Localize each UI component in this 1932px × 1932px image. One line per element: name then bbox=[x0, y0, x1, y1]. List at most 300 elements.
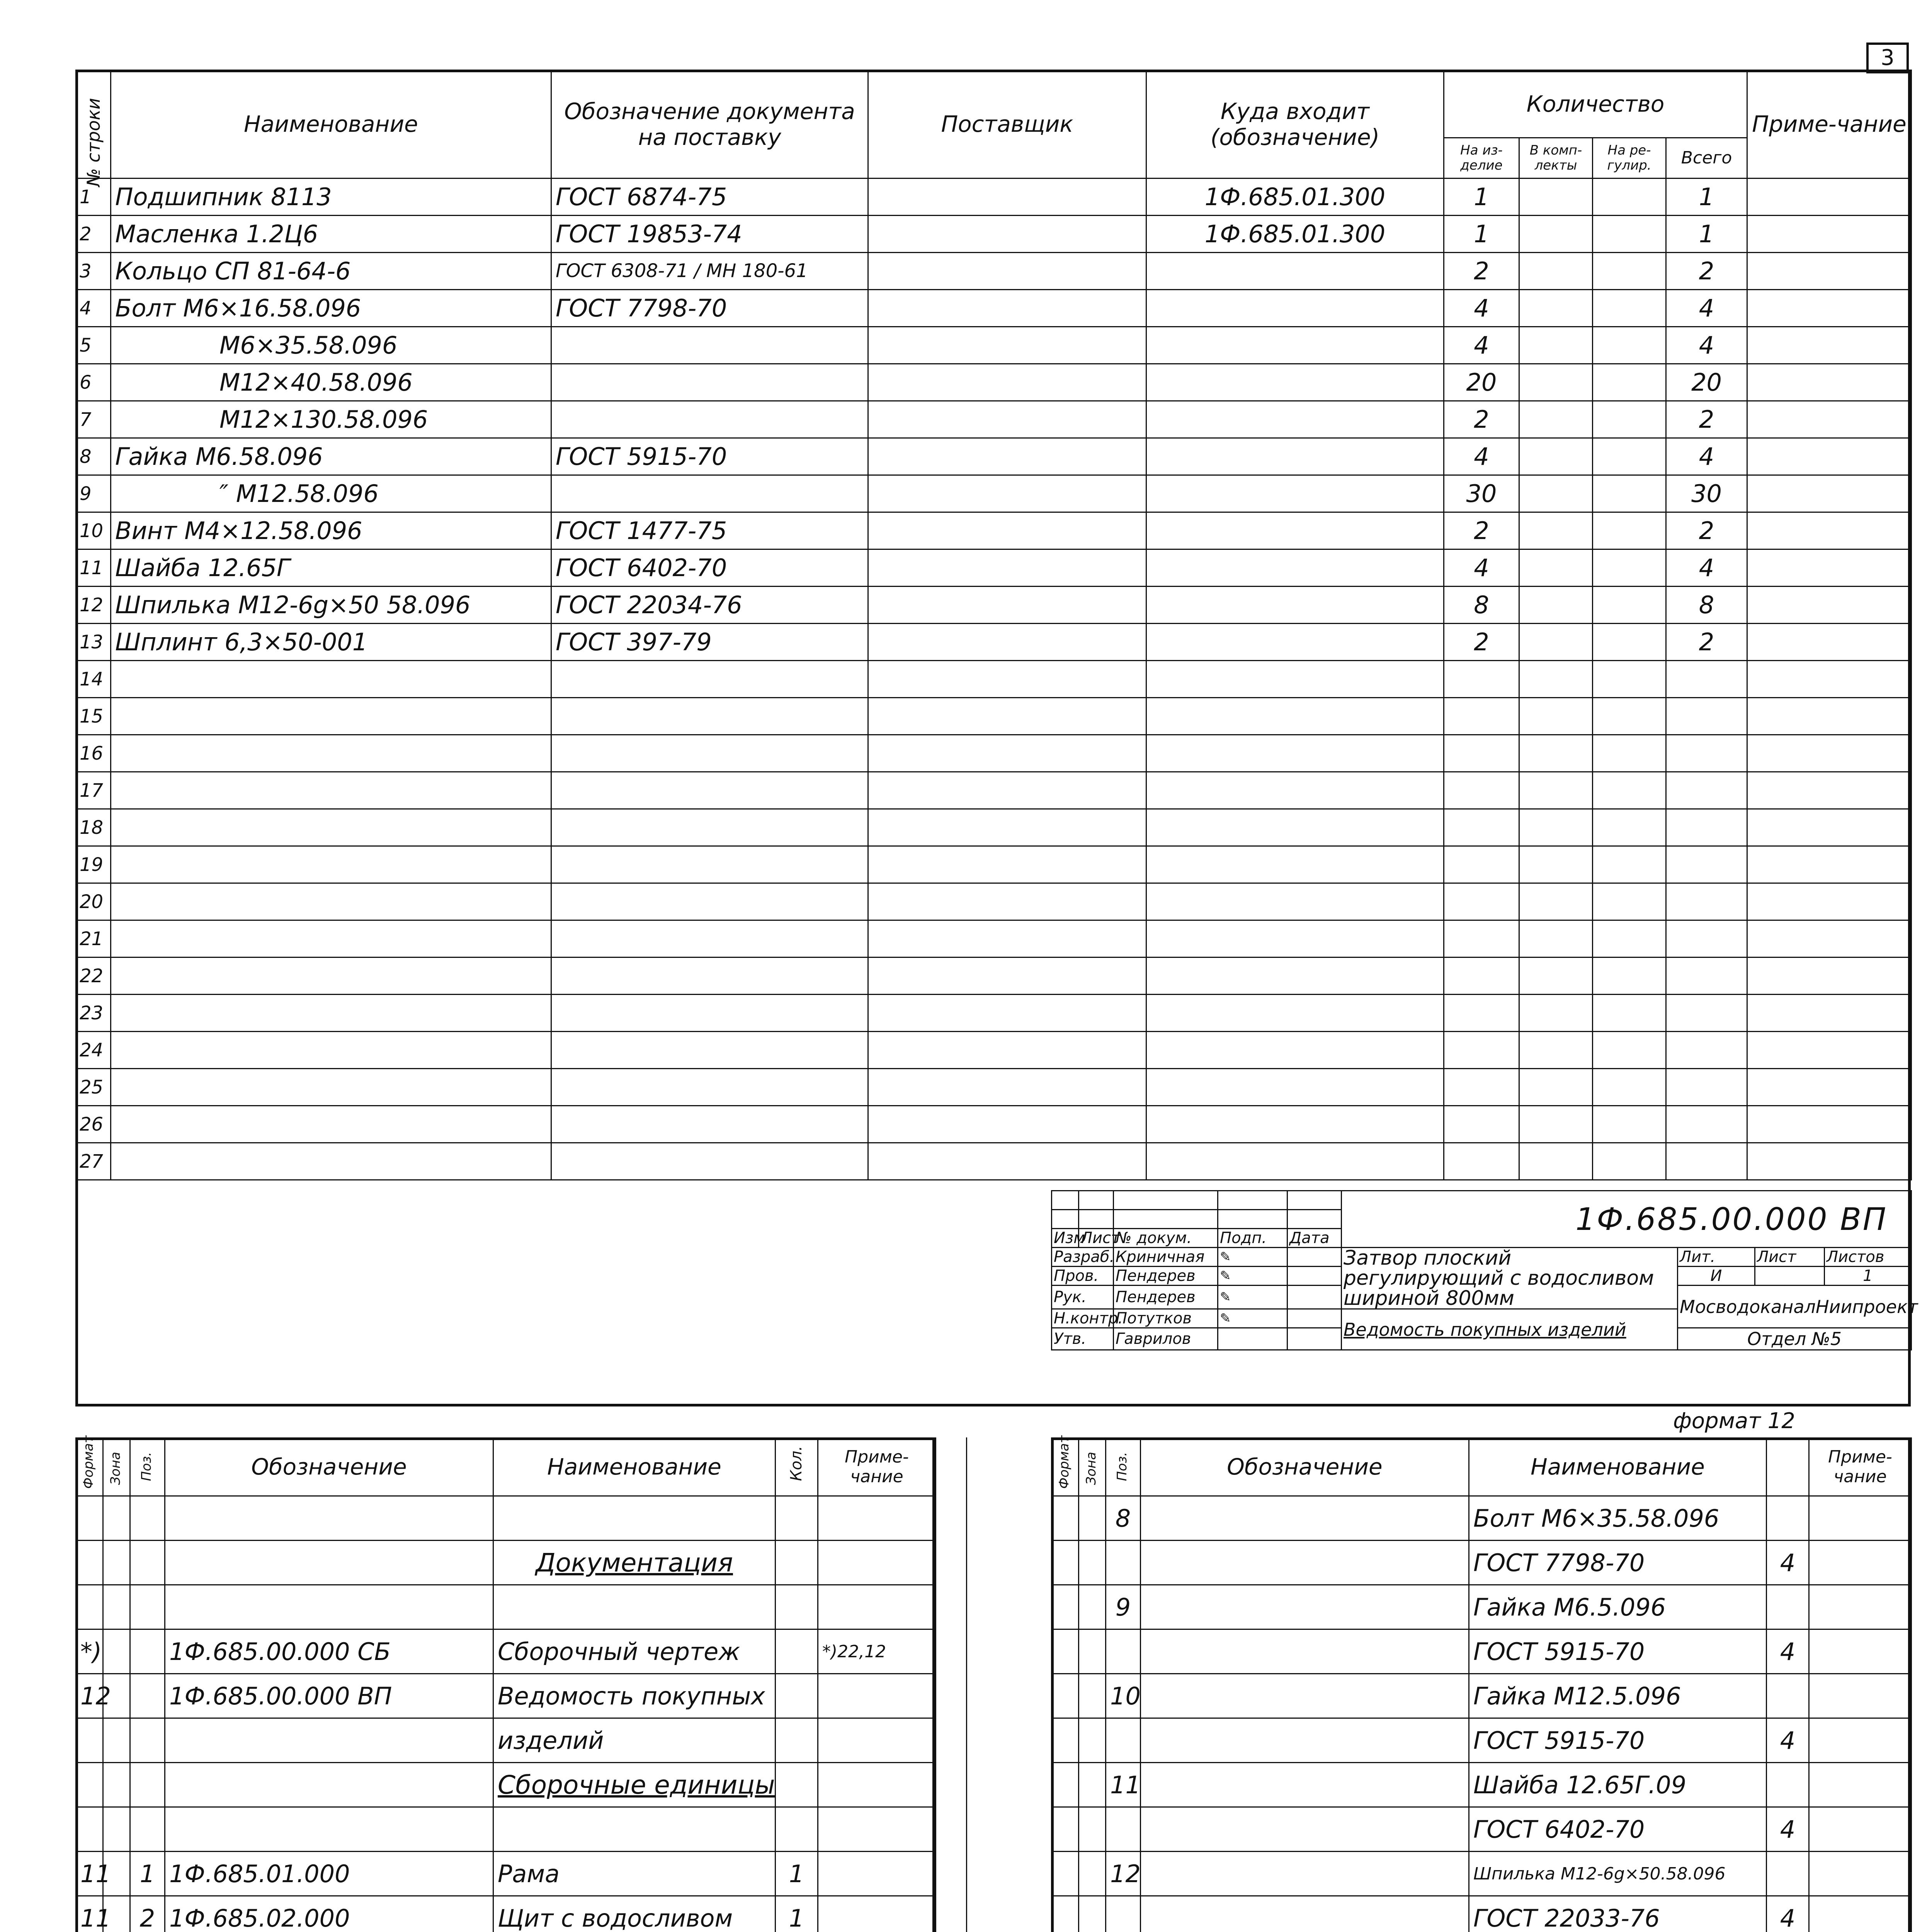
sp1-cell-qty bbox=[776, 1585, 818, 1629]
vp-cell-name: Подшипник 8113 bbox=[111, 179, 551, 216]
sp2-cell-zone bbox=[1079, 1763, 1106, 1807]
vp-cell-qty-kit bbox=[1519, 549, 1593, 587]
sp2-cell-format bbox=[1052, 1541, 1079, 1585]
vp-cell-doc: ГОСТ 5915-70 bbox=[551, 438, 868, 475]
tb-role: Рук. bbox=[1052, 1286, 1114, 1309]
vp-cell-note bbox=[1747, 624, 1912, 661]
sp1-cell-note bbox=[818, 1763, 936, 1807]
sp2-col-zone bbox=[1079, 1438, 1106, 1496]
vp-cell-name bbox=[111, 1069, 551, 1106]
vp-cell-qty-kit bbox=[1519, 364, 1593, 401]
tb-hdr-izm: Изм bbox=[1052, 1229, 1079, 1248]
sp2-cell-code bbox=[1141, 1674, 1469, 1718]
sp2-cell-zone bbox=[1079, 1629, 1106, 1674]
vp-cell-qty-item: 4 bbox=[1444, 327, 1519, 364]
vp-cell-qty-kit bbox=[1519, 290, 1593, 327]
vp-cell-rowno: 24 bbox=[76, 1032, 111, 1069]
vp-cell-qty-kit bbox=[1519, 920, 1593, 957]
vp-cell-doc bbox=[551, 883, 868, 920]
sp2-cell-format bbox=[1052, 1852, 1079, 1896]
vp-row bbox=[76, 401, 1912, 438]
sp2-cell-code bbox=[1141, 1629, 1469, 1674]
vp-cell-qty-total: 2 bbox=[1666, 624, 1747, 661]
vp-cell-qty-kit bbox=[1519, 179, 1593, 216]
sp1-cell-format bbox=[76, 1541, 103, 1585]
vp-cell-where bbox=[1146, 438, 1444, 475]
vp-cell-qty-reg bbox=[1593, 327, 1666, 364]
vp-cell-supplier bbox=[868, 549, 1146, 587]
vp-cell-where bbox=[1146, 327, 1444, 364]
vp-cell-doc: ГОСТ 6402-70 bbox=[551, 549, 868, 587]
vp-cell-doc bbox=[551, 364, 868, 401]
sp1-cell-name: Щит с водосливом bbox=[493, 1896, 776, 1932]
sp1-cell-code: 1Ф.685.02.000 bbox=[165, 1896, 493, 1932]
vp-cell-qty-total bbox=[1666, 735, 1747, 772]
vp-cell-supplier bbox=[868, 995, 1146, 1032]
vp-cell-rowno: 19 bbox=[76, 846, 111, 883]
vp-cell-where bbox=[1146, 549, 1444, 587]
vp-cell-name: Винт М4×12.58.096 bbox=[111, 512, 551, 549]
sp1-col-qty-label: Кол. bbox=[787, 1446, 805, 1481]
sp2-cell-format bbox=[1052, 1718, 1079, 1763]
tb-hdr-list: Лист bbox=[1079, 1229, 1114, 1248]
vp-cell-doc: ГОСТ 6874-75 bbox=[551, 179, 868, 216]
vp-cell-name: Шайба 12.65Г bbox=[111, 549, 551, 587]
vp-cell-qty-item: 4 bbox=[1444, 290, 1519, 327]
vp-cell-doc bbox=[551, 809, 868, 846]
vp-cell-supplier bbox=[868, 364, 1146, 401]
vp-cell-where bbox=[1146, 364, 1444, 401]
lit-value: И bbox=[1678, 1267, 1755, 1286]
vp-cell-qty-reg bbox=[1593, 735, 1666, 772]
vp-cell-supplier bbox=[868, 290, 1146, 327]
sp2-cell-note bbox=[1809, 1629, 1912, 1674]
vp-cell-name: Шпилька М12-6g×50 58.096 bbox=[111, 587, 551, 624]
sp2-row bbox=[1052, 1763, 1912, 1807]
vp-cell-qty-reg bbox=[1593, 549, 1666, 587]
vp-cell-qty-kit bbox=[1519, 624, 1593, 661]
sp2-cell-name: Гайка М6.5.096 bbox=[1469, 1585, 1767, 1629]
vp-cell-qty-total bbox=[1666, 995, 1747, 1032]
sp1-cell-code bbox=[165, 1585, 493, 1629]
sp1-cell-name: изделий bbox=[493, 1718, 776, 1763]
vp-cell-qty-reg bbox=[1593, 290, 1666, 327]
vp-cell-qty-item bbox=[1444, 883, 1519, 920]
sp2-cell-format bbox=[1052, 1807, 1079, 1852]
tb-role: Разраб. bbox=[1052, 1248, 1114, 1267]
sp2-cell-pos: 8 bbox=[1106, 1496, 1141, 1541]
vp-cell-qty-item bbox=[1444, 735, 1519, 772]
vp-cell-doc: ГОСТ 6308-71 / МН 180-61 bbox=[551, 253, 868, 290]
sp2-col-format bbox=[1052, 1435, 1079, 1496]
sp1-cell-qty: 1 bbox=[776, 1852, 818, 1896]
vp-cell-note bbox=[1747, 920, 1912, 957]
sp1-cell-format bbox=[76, 1763, 103, 1807]
vp-cell-rowno: 10 bbox=[76, 512, 111, 549]
vp-cell-qty-total: 2 bbox=[1666, 253, 1747, 290]
tb-role: Н.контр. bbox=[1052, 1309, 1114, 1328]
sp1-col-name: Наименование bbox=[493, 1438, 776, 1496]
sp1-cell-note bbox=[818, 1674, 936, 1718]
vp-cell-qty-kit bbox=[1519, 587, 1593, 624]
tb-hdr-doc: № докум. bbox=[1114, 1229, 1218, 1248]
vp-row bbox=[76, 587, 1912, 624]
vp-cell-qty-total bbox=[1666, 661, 1747, 698]
vp-cell-qty-reg bbox=[1593, 438, 1666, 475]
sp1-cell-code bbox=[165, 1763, 493, 1807]
sp1-cell-zone bbox=[103, 1718, 130, 1763]
vp-cell-note bbox=[1747, 364, 1912, 401]
vp-cell-qty-kit bbox=[1519, 661, 1593, 698]
vp-cell-note bbox=[1747, 216, 1912, 253]
vp-row bbox=[76, 549, 1912, 587]
vp-cell-doc: ГОСТ 1477-75 bbox=[551, 512, 868, 549]
vp-cell-note bbox=[1747, 772, 1912, 809]
sp1-cell-name: Документация bbox=[493, 1541, 776, 1585]
vp-cell-doc bbox=[551, 401, 868, 438]
vp-cell-doc bbox=[551, 1069, 868, 1106]
vp-cell-where bbox=[1146, 475, 1444, 512]
vp-row bbox=[76, 772, 1912, 809]
sp2-cell-qty: 4 bbox=[1767, 1718, 1809, 1763]
vp-row bbox=[76, 1032, 1912, 1069]
vp-cell-note bbox=[1747, 809, 1912, 846]
vp-cell-supplier bbox=[868, 883, 1146, 920]
vp-cell-supplier bbox=[868, 1069, 1146, 1106]
sheet-value bbox=[1755, 1267, 1825, 1286]
sheet-hdr: Лист bbox=[1755, 1248, 1825, 1267]
vp-row bbox=[76, 624, 1912, 661]
vp-cell-rowno: 23 bbox=[76, 995, 111, 1032]
vp-cell-where: 1Ф.685.01.300 bbox=[1146, 216, 1444, 253]
vp-cell-where bbox=[1146, 846, 1444, 883]
sp2-cell-code bbox=[1141, 1807, 1469, 1852]
sp1-cell-pos: 2 bbox=[130, 1896, 165, 1932]
sp1-row bbox=[76, 1585, 936, 1629]
vp-cell-note bbox=[1747, 1106, 1912, 1143]
sp1-row bbox=[76, 1629, 936, 1674]
vp-col-qty-total: Всего bbox=[1666, 138, 1747, 179]
vp-cell-qty-kit bbox=[1519, 512, 1593, 549]
sp1-cell-note bbox=[818, 1585, 936, 1629]
vp-cell-where bbox=[1146, 1143, 1444, 1180]
sp1-cell-format bbox=[76, 1585, 103, 1629]
vp-cell-name: М12×40.58.096 bbox=[111, 364, 551, 401]
vp-cell-where bbox=[1146, 1032, 1444, 1069]
vp-row bbox=[76, 1106, 1912, 1143]
vp-cell-name bbox=[111, 883, 551, 920]
sp2-cell-zone bbox=[1079, 1541, 1106, 1585]
sp1-col-note: Приме-чание bbox=[818, 1438, 936, 1496]
vp-cell-qty-total: 20 bbox=[1666, 364, 1747, 401]
sp1-cell-format: 11 bbox=[76, 1896, 103, 1932]
vp-cell-supplier bbox=[868, 957, 1146, 995]
vp-cell-name: Шплинт 6,3×50-001 bbox=[111, 624, 551, 661]
vp-cell-qty-kit bbox=[1519, 735, 1593, 772]
vp-cell-note bbox=[1747, 253, 1912, 290]
sp2-cell-pos: 9 bbox=[1106, 1585, 1141, 1629]
sp1-cell-name: Рама bbox=[493, 1852, 776, 1896]
vp-cell-qty-total: 30 bbox=[1666, 475, 1747, 512]
sp1-cell-pos bbox=[130, 1807, 165, 1852]
vp-cell-where bbox=[1146, 661, 1444, 698]
vp-cell-supplier bbox=[868, 179, 1146, 216]
vp-row bbox=[76, 883, 1912, 920]
sp1-cell-qty bbox=[776, 1763, 818, 1807]
vp-cell-qty-total bbox=[1666, 809, 1747, 846]
vp-cell-qty-item bbox=[1444, 772, 1519, 809]
sp2-cell-format bbox=[1052, 1496, 1079, 1541]
vp-cell-qty-reg bbox=[1593, 661, 1666, 698]
vp-cell-doc bbox=[551, 920, 868, 957]
vp-cell-doc: ГОСТ 22034-76 bbox=[551, 587, 868, 624]
sp2-cell-pos bbox=[1106, 1541, 1141, 1585]
sheet-number-box bbox=[1866, 43, 1909, 73]
sp1-cell-format bbox=[76, 1496, 103, 1541]
vp-cell-qty-kit bbox=[1519, 253, 1593, 290]
vp-cell-qty-total bbox=[1666, 957, 1747, 995]
sp2-cell-format bbox=[1052, 1585, 1079, 1629]
sp2-cell-name: ГОСТ 5915-70 bbox=[1469, 1718, 1767, 1763]
vp-cell-note bbox=[1747, 179, 1912, 216]
sp1-row bbox=[76, 1674, 936, 1718]
sp1-cell-qty bbox=[776, 1496, 818, 1541]
vp-cell-qty-reg bbox=[1593, 401, 1666, 438]
vp-cell-note bbox=[1747, 512, 1912, 549]
sp2-col-pos-label: Поз. bbox=[1114, 1452, 1130, 1481]
sheets-hdr: Листов bbox=[1825, 1248, 1912, 1267]
vp-cell-rowno: 14 bbox=[76, 661, 111, 698]
vp-cell-qty-reg bbox=[1593, 216, 1666, 253]
vp-col-name: Наименование bbox=[111, 70, 551, 179]
vp-cell-rowno: 5 bbox=[76, 327, 111, 364]
vp-cell-rowno: 11 bbox=[76, 549, 111, 587]
vp-cell-qty-total bbox=[1666, 1106, 1747, 1143]
dept-name: Отдел №5 bbox=[1678, 1328, 1912, 1350]
vp-cell-rowno: 7 bbox=[76, 401, 111, 438]
vp-col-where: Куда входит (обозначение) bbox=[1146, 70, 1444, 179]
vp-cell-doc bbox=[551, 957, 868, 995]
vp-cell-note bbox=[1747, 661, 1912, 698]
vp-cell-qty-reg bbox=[1593, 809, 1666, 846]
sp1-col-qty bbox=[776, 1438, 818, 1496]
sp2-table bbox=[1051, 1437, 1912, 1932]
tb-hdr-sign: Подп. bbox=[1218, 1229, 1287, 1248]
sp1-cell-qty bbox=[776, 1718, 818, 1763]
sheets-value: 1 bbox=[1825, 1267, 1912, 1286]
sp2-cell-format bbox=[1052, 1896, 1079, 1932]
tb-person: Криничная bbox=[1114, 1248, 1218, 1267]
sp1-cell-pos bbox=[130, 1496, 165, 1541]
vp-cell-note bbox=[1747, 549, 1912, 587]
vp-cell-doc: ГОСТ 7798-70 bbox=[551, 290, 868, 327]
sp2-cell-qty: 4 bbox=[1767, 1896, 1809, 1932]
sp2-cell-code bbox=[1141, 1896, 1469, 1932]
vp-row bbox=[76, 364, 1912, 401]
vp-cell-qty-reg bbox=[1593, 179, 1666, 216]
vp-cell-doc bbox=[551, 772, 868, 809]
vp-cell-note bbox=[1747, 401, 1912, 438]
vp-cell-qty-kit bbox=[1519, 1032, 1593, 1069]
vp-cell-note bbox=[1747, 587, 1912, 624]
vp-cell-where bbox=[1146, 587, 1444, 624]
vp-table bbox=[75, 70, 1912, 1180]
sp2-cell-zone bbox=[1079, 1807, 1106, 1852]
sp2-cell-name: ГОСТ 22033-76 bbox=[1469, 1896, 1767, 1932]
sp2-col-code: Обозначение bbox=[1141, 1438, 1469, 1496]
vp-row bbox=[76, 957, 1912, 995]
vp-cell-rowno: 16 bbox=[76, 735, 111, 772]
vp-cell-qty-reg bbox=[1593, 920, 1666, 957]
vp-cell-qty-item bbox=[1444, 809, 1519, 846]
vp-col-qty-kit: В комп-лекты bbox=[1519, 138, 1593, 179]
sp1-row bbox=[76, 1541, 936, 1585]
vp-title-text: Затвор плоский регулирующий с водосливом шириной 800мм bbox=[1342, 1248, 1678, 1309]
vp-cell-qty-total: 1 bbox=[1666, 216, 1747, 253]
vp-cell-rowno: 22 bbox=[76, 957, 111, 995]
vp-cell-doc bbox=[551, 661, 868, 698]
vp-cell-where bbox=[1146, 772, 1444, 809]
sp1-cell-name bbox=[493, 1496, 776, 1541]
vp-cell-qty-reg bbox=[1593, 1032, 1666, 1069]
sp2-cell-name: Болт М6×35.58.096 bbox=[1469, 1496, 1767, 1541]
vp-cell-rowno: 8 bbox=[76, 438, 111, 475]
sp1-cell-code: 1Ф.685.01.000 bbox=[165, 1852, 493, 1896]
sp2-cell-qty bbox=[1767, 1585, 1809, 1629]
vp-cell-qty-reg bbox=[1593, 698, 1666, 735]
vp-cell-name: Болт М6×16.58.096 bbox=[111, 290, 551, 327]
vp-cell-qty-reg bbox=[1593, 995, 1666, 1032]
sp1-cell-format: 11 bbox=[76, 1852, 103, 1896]
sp2-cell-pos: 12 bbox=[1106, 1852, 1141, 1896]
vp-cell-where bbox=[1146, 624, 1444, 661]
vp-row bbox=[76, 1143, 1912, 1180]
sp2-cell-name: Шпилька М12-6g×50.58.096 bbox=[1469, 1852, 1767, 1896]
sp2-cell-note bbox=[1809, 1718, 1912, 1763]
vp-cell-qty-reg bbox=[1593, 957, 1666, 995]
vp-cell-rowno: 15 bbox=[76, 698, 111, 735]
vp-row bbox=[76, 995, 1912, 1032]
vp-cell-qty-reg bbox=[1593, 1143, 1666, 1180]
sp1-cell-code bbox=[165, 1496, 493, 1541]
vp-cell-qty-item: 30 bbox=[1444, 475, 1519, 512]
sp2-cell-format bbox=[1052, 1629, 1079, 1674]
vp-cell-qty-total bbox=[1666, 920, 1747, 957]
sp1-cell-qty bbox=[776, 1807, 818, 1852]
sp2-cell-note bbox=[1809, 1896, 1912, 1932]
vp-cell-where bbox=[1146, 957, 1444, 995]
vp-cell-rowno: 21 bbox=[76, 920, 111, 957]
vp-cell-where bbox=[1146, 809, 1444, 846]
vp-cell-note bbox=[1747, 438, 1912, 475]
tb-person: Пендерев bbox=[1114, 1267, 1218, 1286]
sp1-cell-name: Сборочные единицы bbox=[493, 1763, 776, 1807]
vp-cell-where bbox=[1146, 253, 1444, 290]
sp2-cell-note bbox=[1809, 1585, 1912, 1629]
vp-cell-doc: ГОСТ 19853-74 bbox=[551, 216, 868, 253]
vp-cell-qty-total: 4 bbox=[1666, 438, 1747, 475]
sp2-row bbox=[1052, 1852, 1912, 1896]
tb-role: Утв. bbox=[1052, 1328, 1114, 1350]
vp-row bbox=[76, 661, 1912, 698]
sp1-cell-zone bbox=[103, 1496, 130, 1541]
vp-cell-rowno: 26 bbox=[76, 1106, 111, 1143]
sp1-cell-zone bbox=[103, 1585, 130, 1629]
vp-cell-qty-total bbox=[1666, 1143, 1747, 1180]
vp-cell-supplier bbox=[868, 1032, 1146, 1069]
sp2-cell-zone bbox=[1079, 1674, 1106, 1718]
vp-row bbox=[76, 512, 1912, 549]
sp1-cell-zone bbox=[103, 1629, 130, 1674]
sp1-row bbox=[76, 1496, 936, 1541]
sp2-cell-note bbox=[1809, 1674, 1912, 1718]
sp2-cell-code bbox=[1141, 1763, 1469, 1807]
sp1-cell-qty: 1 bbox=[776, 1896, 818, 1932]
vp-cell-name: М12×130.58.096 bbox=[111, 401, 551, 438]
vp-cell-doc bbox=[551, 846, 868, 883]
vp-cell-supplier bbox=[868, 735, 1146, 772]
vp-cell-qty-total: 1 bbox=[1666, 179, 1747, 216]
signature: ✎ bbox=[1218, 1286, 1287, 1309]
sp2-row bbox=[1052, 1807, 1912, 1852]
sp1-cell-code: 1Ф.685.00.000 СБ bbox=[165, 1629, 493, 1674]
sp2-cell-pos bbox=[1106, 1718, 1141, 1763]
sp2-col-qty bbox=[1767, 1438, 1809, 1496]
vp-cell-qty-kit bbox=[1519, 1143, 1593, 1180]
vp-row bbox=[76, 1069, 1912, 1106]
vp-cell-rowno: 17 bbox=[76, 772, 111, 809]
tb-role: Пров. bbox=[1052, 1267, 1114, 1286]
vp-cell-qty-kit bbox=[1519, 1069, 1593, 1106]
sp2-cell-pos bbox=[1106, 1896, 1141, 1932]
tb-person: Пендерев bbox=[1114, 1286, 1218, 1309]
sp2-cell-qty: 4 bbox=[1767, 1541, 1809, 1585]
vp-col-qty-reg: На ре-гулир. bbox=[1593, 138, 1666, 179]
vp-cell-rowno: 12 bbox=[76, 587, 111, 624]
sp1-cell-code bbox=[165, 1541, 493, 1585]
vp-row bbox=[76, 735, 1912, 772]
vp-cell-where bbox=[1146, 698, 1444, 735]
vp-cell-qty-item: 1 bbox=[1444, 216, 1519, 253]
vp-cell-note bbox=[1747, 846, 1912, 883]
vp-doc-name: Ведомость покупных изделий bbox=[1342, 1309, 1678, 1350]
sp2-cell-pos: 10 bbox=[1106, 1674, 1141, 1718]
sp2-cell-qty: 4 bbox=[1767, 1807, 1809, 1852]
sp2-cell-name: Гайка М12.5.096 bbox=[1469, 1674, 1767, 1718]
vp-cell-supplier bbox=[868, 438, 1146, 475]
sp2-cell-pos bbox=[1106, 1629, 1141, 1674]
vp-cell-qty-item bbox=[1444, 846, 1519, 883]
tb-hdr-date: Дата bbox=[1287, 1229, 1342, 1248]
vp-cell-name bbox=[111, 957, 551, 995]
vp-cell-where bbox=[1146, 995, 1444, 1032]
vp-cell-doc bbox=[551, 1106, 868, 1143]
vp-cell-name bbox=[111, 846, 551, 883]
vp-cell-qty-total: 2 bbox=[1666, 512, 1747, 549]
sp1-cell-pos bbox=[130, 1541, 165, 1585]
vp-cell-supplier bbox=[868, 216, 1146, 253]
vp-cell-supplier bbox=[868, 587, 1146, 624]
vp-row bbox=[76, 438, 1912, 475]
sp2-row bbox=[1052, 1541, 1912, 1585]
sheet-number: 3 bbox=[1881, 45, 1895, 70]
vp-cell-rowno: 3 bbox=[76, 253, 111, 290]
vp-cell-qty-kit bbox=[1519, 698, 1593, 735]
vp-cell-qty-item bbox=[1444, 920, 1519, 957]
sp2-cell-zone bbox=[1079, 1585, 1106, 1629]
sp1-cell-pos bbox=[130, 1763, 165, 1807]
vp-cell-name: М6×35.58.096 bbox=[111, 327, 551, 364]
